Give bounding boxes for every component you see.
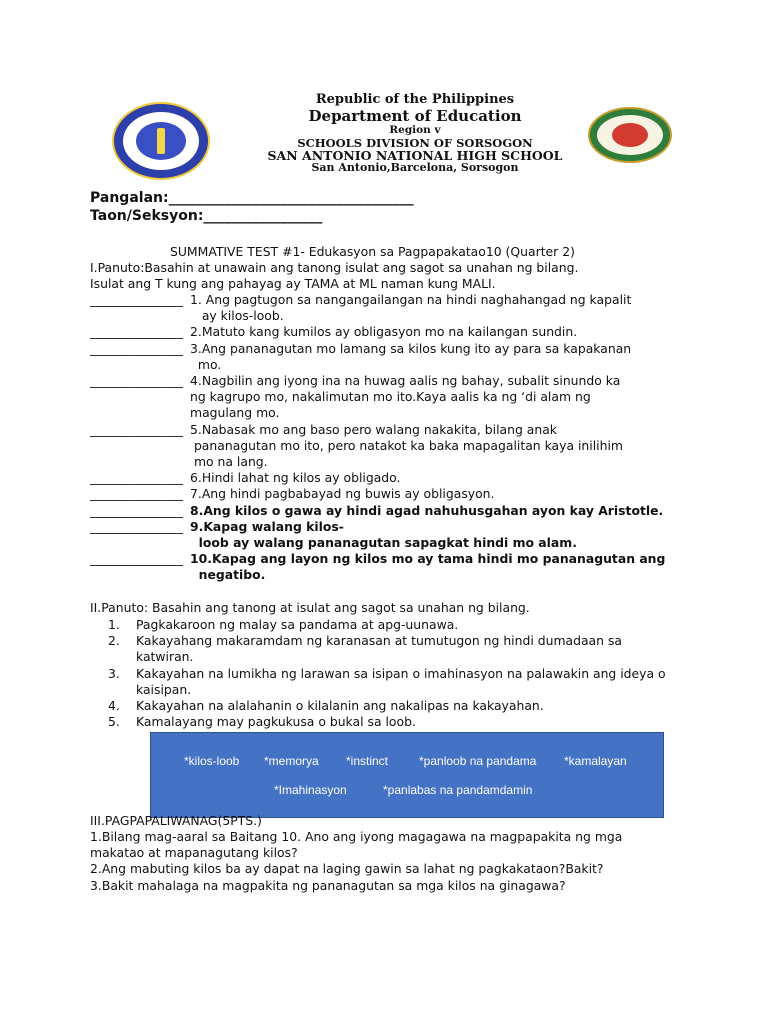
question-text: ay kilos-loob. [190, 308, 284, 324]
part1-instruction: I.Panuto:Basahin at unawain ang tanong isulat ang sagot sa unahan ng bilang. [90, 260, 579, 275]
header-address: San Antonio,Barcelona, Sorsogon [311, 161, 519, 174]
question-text: 10.Kapag ang layon ng kilos mo ay tama hindi mo pananagutan ang [190, 551, 666, 567]
list-item: Pagkakaroon ng malay sa pandama at apg-uunawa. [136, 617, 459, 632]
list-number: 2. [108, 633, 120, 649]
question-text: 5.Nabasak mo ang baso pero walang nakakita, bilang anak [190, 421, 557, 437]
choices-box [150, 732, 664, 818]
answer-blank[interactable]: _______________ [90, 292, 183, 307]
school-seal-logo [588, 107, 672, 163]
header-division: SCHOOLS DIVISION OF SORSOGON [297, 136, 533, 150]
list-item: Kamalayang may pagkukusa o bukal sa loob. [136, 714, 416, 730]
list-number: 4. [108, 698, 120, 713]
question-text: 2.Matuto kang kumilos ay obligasyon mo na kailangan sundin. [190, 324, 578, 340]
header-department: Department of Education [308, 107, 522, 125]
answer-blank[interactable]: _______________ [90, 421, 183, 437]
header-republic: Republic of the Philippines [315, 92, 515, 107]
answer-blank[interactable]: _______________ [90, 551, 183, 567]
essay-question: 2.Ang mabuting kilos ba ay dapat na laging gawin sa lahat ng pagkakataon?Bakit? [90, 861, 604, 877]
question-text: 6.Hindi lahat ng kilos ay obligado. [190, 470, 401, 486]
list-item: katwiran. [136, 649, 194, 665]
list-item: kaisipan. [136, 681, 192, 697]
question-text: loob ay walang pananagutan sapagkat hindi mo alam. [190, 535, 577, 550]
question-text: mo na lang. [190, 454, 268, 469]
question-text: pananagutan mo ito, pero natakot ka baka mapagalitan kaya inilihim [190, 437, 623, 453]
name-field[interactable]: Pangalan:___________________________________ [90, 190, 414, 206]
choice-item: *panlabas na pandamdamin [383, 783, 533, 797]
list-item: Kakayahan na lumikha ng larawan sa isipan o imahinasyon na palawakin ang ideya o [136, 665, 666, 681]
choice-item: *kamalayan [564, 754, 627, 768]
question-text: 8.Ang kilos o gawa ay hindi agad nahuhusgahan ayon kay Aristotle. [190, 502, 664, 518]
essay-question: 1.Bilang mag-aaral sa Baitang 10. Ano ang iyong magagawa na magpapakita ng mga [90, 829, 623, 844]
header-school: SAN ANTONIO NATIONAL HIGH SCHOOL [267, 148, 563, 163]
answer-blank[interactable]: _______________ [90, 470, 183, 486]
question-text: 1. Ang pagtugon sa nangangailangan na hindi naghahangad ng kapalit [190, 292, 632, 307]
list-number: 1. [108, 617, 120, 632]
deped-seal-logo [112, 102, 210, 180]
question-text: magulang mo. [190, 405, 280, 421]
part2-instruction: II.Panuto: Basahin ang tanong at isulat ang sagot sa unahan ng bilang. [90, 600, 530, 615]
question-text: ng kagrupo mo, nakalimutan mo ito.Kaya aalis ka ng ‘di alam ng [190, 389, 591, 405]
list-item: Kakayahang makaramdam ng karanasan at tumutugon ng hindi dumadaan sa [136, 633, 622, 649]
answer-blank[interactable]: _______________ [90, 502, 183, 518]
answer-blank[interactable]: _______________ [90, 324, 183, 340]
question-text: 4.Nagbilin ang iyong ina na huwag aalis ng bahay, subalit sinundo ka [190, 373, 621, 388]
header-region: Region v [389, 124, 441, 136]
choice-item: *Imahinasyon [274, 783, 347, 797]
list-number: 5. [108, 714, 120, 730]
question-text: 7.Ang hindi pagbabayad ng buwis ay obligasyon. [190, 486, 495, 502]
essay-question: 3.Bakit mahalaga na magpakita ng pananagutan sa mga kilos na ginagawa? [90, 877, 566, 893]
answer-blank[interactable]: _______________ [90, 340, 183, 356]
part1-instruction-2: Isulat ang T kung ang pahayag ay TAMA at ML naman kung MALI. [90, 276, 496, 291]
question-text: 9.Kapag walang kilos- [190, 518, 344, 534]
part3-heading: III.PAGPAPALIWANAG(5PTS.) [90, 813, 262, 828]
essay-question: makatao at mapanagutang kilos? [90, 845, 298, 861]
choice-item: *instinct [346, 754, 389, 768]
answer-blank[interactable]: _______________ [90, 486, 183, 502]
answer-blank[interactable]: _______________ [90, 373, 183, 388]
choice-item: *panloob na pandama [419, 754, 537, 768]
list-item: Kakayahan na alalahanin o kilalanin ang nakalipas na kakayahan. [136, 698, 544, 713]
test-title: SUMMATIVE TEST #1- Edukasyon sa Pagpapakatao10 (Quarter 2) [170, 244, 575, 259]
list-number: 3. [108, 665, 120, 681]
question-text: mo. [190, 356, 222, 372]
question-text: negatibo. [190, 567, 266, 583]
choice-item: *memorya [264, 754, 319, 768]
section-field[interactable]: Taon/Seksyon:_________________ [90, 208, 323, 224]
question-text: 3.Ang pananagutan mo lamang sa kilos kung ito ay para sa kapakanan [190, 340, 632, 356]
choice-item: *kilos-loob [184, 754, 240, 768]
answer-blank[interactable]: _______________ [90, 518, 183, 534]
